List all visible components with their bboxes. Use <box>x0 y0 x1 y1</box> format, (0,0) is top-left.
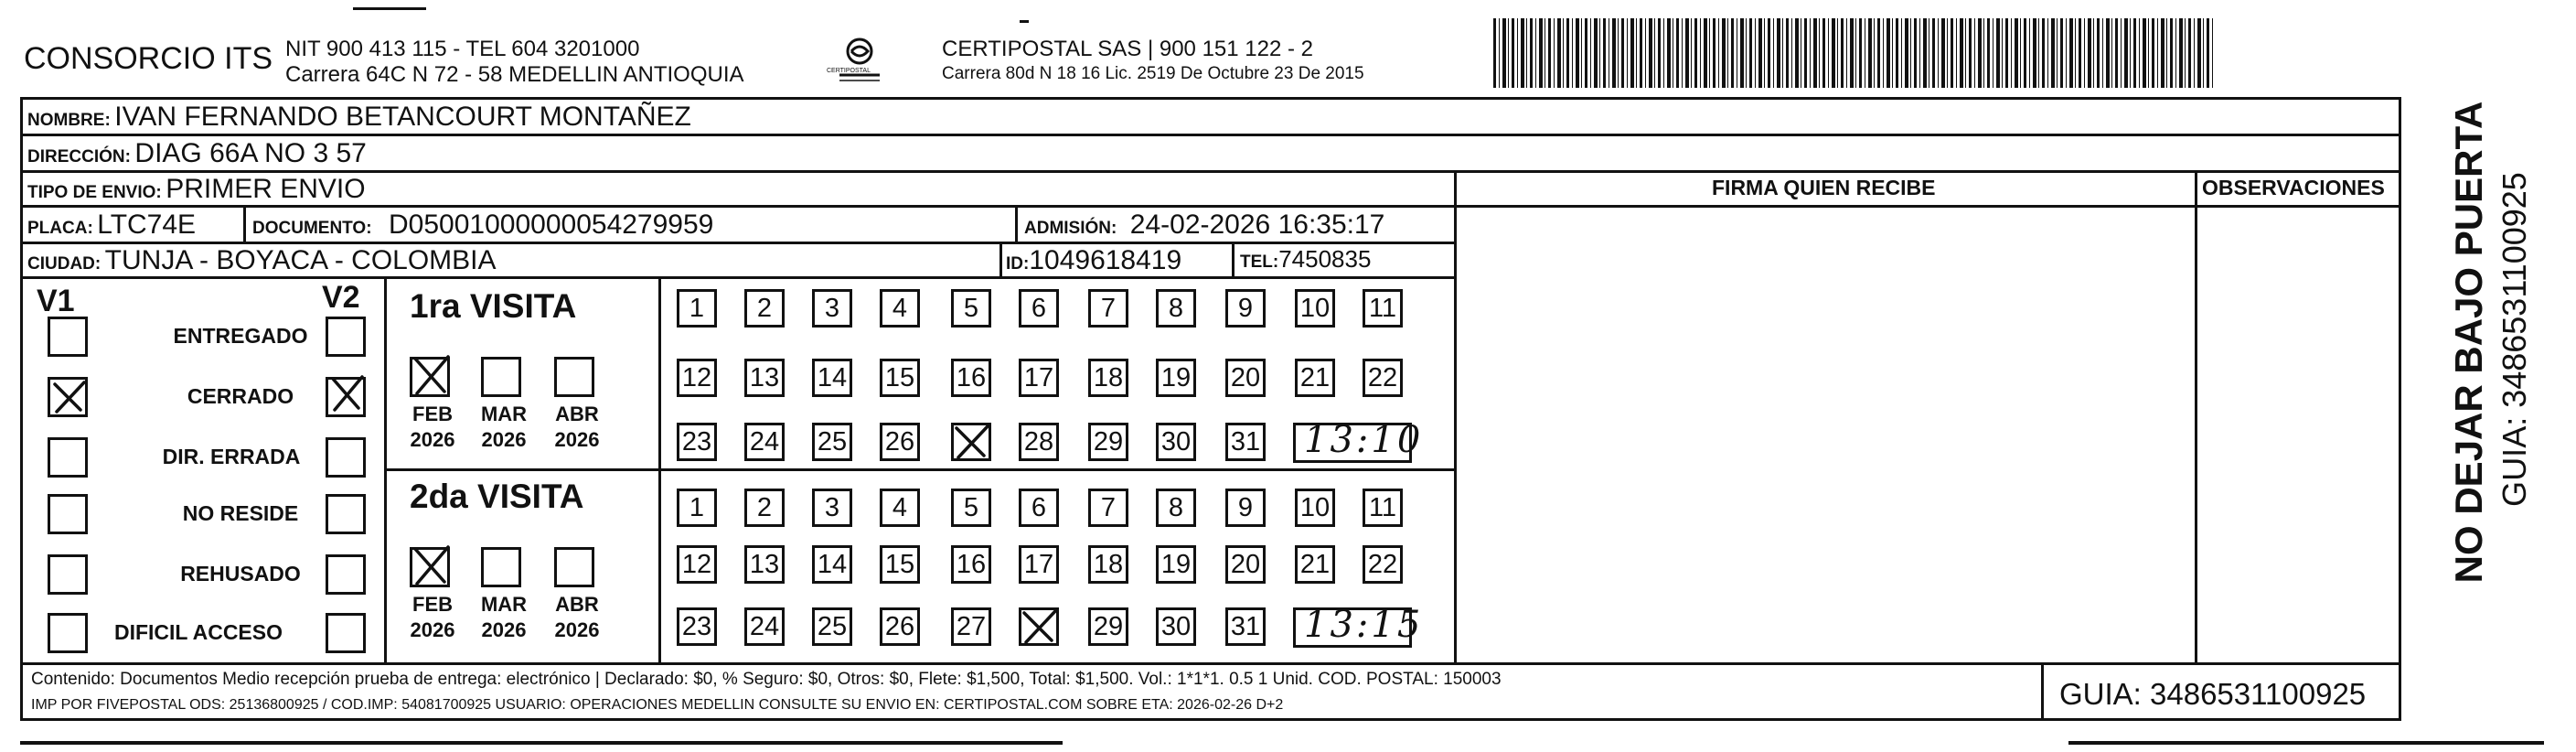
day-box[interactable]: 3 <box>812 289 852 328</box>
day-box[interactable]: 6 <box>1019 289 1059 328</box>
day-box[interactable]: 4 <box>880 489 920 527</box>
col-line <box>1232 243 1235 278</box>
day-box[interactable]: 25 <box>812 607 852 646</box>
row-line <box>20 662 2401 665</box>
day-x-mark <box>953 424 989 459</box>
day-box[interactable]: 3 <box>812 489 852 527</box>
top-mark <box>1020 20 1029 23</box>
tel-value: 7450835 <box>1278 245 1372 273</box>
day-box[interactable]: 10 <box>1295 289 1335 328</box>
day-box[interactable]: 14 <box>812 545 852 584</box>
carrier-license: Carrera 80d N 18 16 Lic. 2519 De Octubre 23 De 2015 <box>942 64 1364 83</box>
month-year: 2026 <box>481 618 527 641</box>
direccion-value: DIAG 66A NO 3 57 <box>134 138 367 168</box>
month-checkbox[interactable] <box>554 547 594 587</box>
day-box[interactable]: 22 <box>1363 359 1403 397</box>
day-box[interactable]: 24 <box>744 607 785 646</box>
month-label: FEB <box>412 593 453 616</box>
certipostal-logo-icon <box>823 35 896 90</box>
v2-label: V2 <box>322 280 360 315</box>
v1-label: V1 <box>37 284 75 318</box>
month-x-mark <box>412 355 450 395</box>
contenido-text: Contenido: Documentos Medio recepción prueba de entrega: electrónico | Declarado: $0, % Seguro: $0, Otros: $0, Flete: $1,500, Total: $1,500. Vol.: 1*1*1. 0.5 1 Unid. COD. POSTAL: 150003 <box>31 670 1502 689</box>
day-box[interactable]: 24 <box>744 423 785 461</box>
status-label: DIR. ERRADA <box>162 445 301 468</box>
status-label: CERRADO <box>187 384 294 408</box>
admision-value: 24-02-2026 16:35:17 <box>1129 209 1385 240</box>
status-label: NO RESIDE <box>182 501 299 525</box>
month-year: 2026 <box>481 428 527 451</box>
top-mark <box>353 7 426 10</box>
day-box[interactable]: 15 <box>880 545 920 584</box>
day-x-mark <box>1021 609 1057 644</box>
day-box[interactable]: 29 <box>1088 607 1128 646</box>
guia-box: GUIA: 3486531100925 <box>2059 677 2367 711</box>
carrier-line: CERTIPOSTAL SAS | 900 151 122 - 2 <box>942 37 1313 61</box>
id-value: 1049618419 <box>1029 245 1182 275</box>
day-box[interactable]: 13 <box>744 545 785 584</box>
company-name: CONSORCIO ITS <box>24 41 273 76</box>
admision-label: ADMISIÓN: <box>1024 219 1117 238</box>
day-box[interactable]: 10 <box>1295 489 1335 527</box>
nit-line: NIT 900 413 115 - TEL 604 3201000 <box>285 37 640 61</box>
day-box[interactable]: 16 <box>951 545 991 584</box>
first-visit-title: 1ra VISITA <box>410 287 577 325</box>
month-label: MAR <box>480 593 528 616</box>
tel-label: TEL: <box>1240 252 1279 272</box>
day-box[interactable]: 31 <box>1225 607 1266 646</box>
col-line <box>2041 662 2044 721</box>
month-label: ABR <box>555 593 599 616</box>
day-box[interactable]: 18 <box>1088 545 1128 584</box>
v2-check-mark <box>329 375 364 412</box>
day-box[interactable]: 20 <box>1225 545 1266 584</box>
status-label: DIFICIL ACCESO <box>113 620 283 644</box>
v1-check-mark <box>51 381 86 414</box>
day-box[interactable]: 9 <box>1225 289 1266 328</box>
day-box[interactable]: 17 <box>1019 359 1059 397</box>
documento-value: D05001000000054279959 <box>389 209 714 240</box>
day-box[interactable]: 21 <box>1295 545 1335 584</box>
day-box[interactable]: 5 <box>951 489 991 527</box>
month-year: 2026 <box>410 618 455 641</box>
row-line <box>20 242 1454 244</box>
day-box[interactable]: 30 <box>1156 607 1196 646</box>
day-box[interactable]: 14 <box>812 359 852 397</box>
day-box[interactable]: 11 <box>1363 489 1403 527</box>
month-x-mark <box>412 545 450 585</box>
day-box[interactable]: 8 <box>1156 489 1196 527</box>
day-box[interactable]: 19 <box>1156 545 1196 584</box>
day-box[interactable]: 28 <box>1019 423 1059 461</box>
col-line <box>1015 207 1018 243</box>
bottom-strip <box>2068 741 2544 745</box>
month-year: 2026 <box>554 618 600 641</box>
v1-checkbox[interactable] <box>48 613 88 653</box>
day-box[interactable]: 9 <box>1225 489 1266 527</box>
day-box[interactable]: 22 <box>1363 545 1403 584</box>
side-guia-text: GUIA: 3486531100925 <box>2496 172 2533 507</box>
day-box[interactable]: 7 <box>1088 289 1128 328</box>
v1-checkbox[interactable] <box>48 554 88 595</box>
ciudad-value: TUNJA - BOYACA - COLOMBIA <box>104 245 497 275</box>
carrier-logo-text: CERTIPOSTAL <box>827 68 871 74</box>
day-box[interactable]: 29 <box>1088 423 1128 461</box>
day-box[interactable]: 12 <box>677 545 717 584</box>
status-label: ENTREGADO <box>173 324 308 348</box>
v1-checkbox[interactable] <box>48 317 88 357</box>
v1-checkbox[interactable] <box>48 494 88 534</box>
col-line <box>1457 205 2401 208</box>
row-line <box>20 276 1454 279</box>
month-label: FEB <box>412 403 453 425</box>
day-box[interactable]: 31 <box>1225 423 1266 461</box>
row-line <box>20 170 2401 173</box>
day-box[interactable]: 23 <box>677 423 717 461</box>
day-box[interactable]: 25 <box>812 423 852 461</box>
address-line: Carrera 64C N 72 - 58 MEDELLIN ANTIOQUIA <box>285 62 744 87</box>
side-warning <box>2405 91 2542 640</box>
status-label: REHUSADO <box>180 562 301 585</box>
col-line <box>999 243 1002 278</box>
nombre-value: IVAN FERNANDO BETANCOURT MONTAÑEZ <box>114 102 691 132</box>
month-checkbox[interactable] <box>481 547 521 587</box>
day-box[interactable]: 1 <box>677 489 717 527</box>
v1-checkbox[interactable] <box>48 437 88 478</box>
tipo-value: PRIMER ENVIO <box>166 174 366 204</box>
ciudad-label: CIUDAD: <box>27 254 102 274</box>
month-checkbox[interactable] <box>554 357 594 397</box>
day-box[interactable]: 15 <box>880 359 920 397</box>
day-box[interactable]: 20 <box>1225 359 1266 397</box>
day-box[interactable]: 1 <box>677 289 717 328</box>
placa-value: LTC74E <box>97 209 197 240</box>
tipo-label: TIPO DE ENVIO: <box>27 183 162 202</box>
day-box[interactable]: 26 <box>880 607 920 646</box>
placa-label: PLACA: <box>27 219 93 238</box>
direccion-label: DIRECCIÓN: <box>27 147 131 167</box>
main-frame <box>20 97 2401 721</box>
col-line <box>1454 170 1457 662</box>
second-visit-title: 2da VISITA <box>410 478 584 515</box>
day-box[interactable]: 21 <box>1295 359 1335 397</box>
nombre-label: NOMBRE: <box>27 111 111 130</box>
month-checkbox[interactable] <box>481 357 521 397</box>
day-box[interactable]: 4 <box>880 289 920 328</box>
handwritten-time: 13:10 <box>1304 419 1424 461</box>
month-year: 2026 <box>410 428 455 451</box>
documento-label: DOCUMENTO: <box>252 219 372 238</box>
day-box[interactable]: 8 <box>1156 289 1196 328</box>
day-box[interactable]: 2 <box>744 489 785 527</box>
day-box[interactable]: 2 <box>744 289 785 328</box>
firma-header: FIRMA QUIEN RECIBE <box>1712 176 1936 199</box>
handwritten-time: 13:15 <box>1304 604 1424 646</box>
month-label: MAR <box>480 403 528 425</box>
row-line <box>387 468 1454 471</box>
day-box[interactable]: 6 <box>1019 489 1059 527</box>
day-box[interactable]: 5 <box>951 289 991 328</box>
col-line <box>2195 170 2197 662</box>
day-box[interactable]: 23 <box>677 607 717 646</box>
v2-checkbox[interactable] <box>326 613 366 653</box>
day-box[interactable]: 13 <box>744 359 785 397</box>
row-line <box>20 134 2401 136</box>
day-box[interactable]: 12 <box>677 359 717 397</box>
barcode <box>1493 18 2216 88</box>
imp-text: IMP POR FIVEPOSTAL ODS: 25136800925 / COD.IMP: 54081700925 USUARIO: OPERACIONES MEDELLIN CONSULTE SU ENVIO EN: CERTIPOSTAL.COM SOBRE ETA: 2026-02-26 D+2 <box>31 697 1284 713</box>
day-box[interactable]: 18 <box>1088 359 1128 397</box>
id-label: ID: <box>1006 254 1030 274</box>
day-box[interactable]: 27 <box>951 607 991 646</box>
col-line <box>243 207 246 243</box>
month-label: ABR <box>555 403 599 425</box>
no-dejar-text: NO DEJAR BAJO PUERTA <box>2447 101 2490 584</box>
day-box[interactable]: 7 <box>1088 489 1128 527</box>
day-box[interactable]: 26 <box>880 423 920 461</box>
observaciones-header: OBSERVACIONES <box>2202 176 2385 199</box>
month-year: 2026 <box>554 428 600 451</box>
day-box[interactable]: 16 <box>951 359 991 397</box>
day-box[interactable]: 11 <box>1363 289 1403 328</box>
v2-checkbox[interactable] <box>326 437 366 478</box>
day-box[interactable]: 30 <box>1156 423 1196 461</box>
day-box[interactable]: 17 <box>1019 545 1059 584</box>
bottom-strip <box>20 741 1063 745</box>
day-box[interactable]: 19 <box>1156 359 1196 397</box>
